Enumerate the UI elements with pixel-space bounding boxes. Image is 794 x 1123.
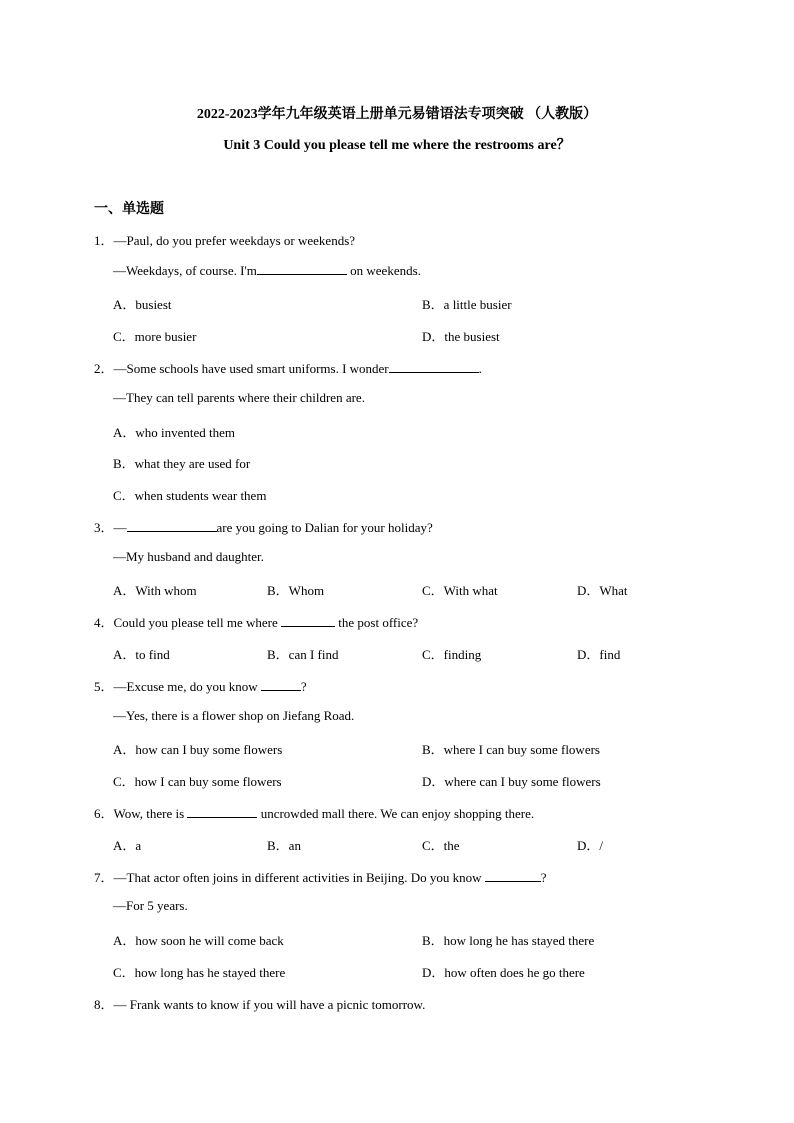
option-c[interactable]: C．finding bbox=[422, 647, 482, 662]
question-text-post: uncrowded mall there. We can enjoy shopping there. bbox=[257, 806, 535, 821]
question-text-pre: —That actor often joins in different activities in Beijing. Do you know bbox=[113, 870, 485, 885]
option-c[interactable]: C．when students wear them bbox=[113, 488, 267, 503]
question-8-stem bbox=[94, 994, 425, 1013]
question-7-stem bbox=[94, 867, 547, 886]
option-a[interactable]: A．to find bbox=[113, 647, 170, 662]
question-3-stem bbox=[94, 517, 433, 536]
option-d[interactable]: D．find bbox=[577, 647, 621, 662]
option-b[interactable]: B．Whom bbox=[267, 583, 325, 598]
option-a[interactable]: A．who invented them bbox=[113, 425, 236, 440]
question-number: 1． bbox=[94, 233, 114, 248]
option-c[interactable]: C．the bbox=[422, 838, 460, 853]
option-b[interactable]: B．what they are used for bbox=[113, 456, 251, 471]
question-number: 7． bbox=[94, 870, 114, 885]
question-text-pre: Could you please tell me where bbox=[113, 615, 282, 630]
question-text-pre: Wow, there is bbox=[113, 806, 188, 821]
question-text-post: ? bbox=[540, 870, 547, 885]
question-number: 6． bbox=[94, 806, 114, 821]
option-b[interactable]: B．can I find bbox=[267, 647, 339, 662]
question-1-stem bbox=[94, 230, 355, 249]
question-3-answer-line: —My husband and daughter. bbox=[113, 549, 264, 564]
question-text-post: the post office? bbox=[335, 615, 419, 630]
question-1-answer-line bbox=[113, 262, 421, 279]
option-d[interactable]: D．What bbox=[577, 583, 628, 598]
option-c[interactable]: C．With what bbox=[422, 583, 498, 598]
answer-text-pre: —Weekdays, of course. I'm bbox=[113, 263, 257, 278]
question-text: — Frank wants to know if you will have a picnic tomorrow. bbox=[113, 997, 426, 1012]
answer-text-post: on weekends. bbox=[346, 263, 421, 278]
question-text-post: are you going to Dalian for your holiday? bbox=[216, 520, 433, 535]
option-a[interactable]: A．how can I buy some flowers bbox=[113, 742, 283, 757]
question-number: 3． bbox=[94, 520, 114, 535]
option-a[interactable]: A．With whom bbox=[113, 583, 197, 598]
option-a[interactable]: A．how soon he will come back bbox=[113, 933, 284, 948]
question-text-pre: —Some schools have used smart uniforms. I wonder bbox=[113, 361, 389, 376]
question-number: 2． bbox=[94, 361, 114, 376]
answer-blank bbox=[257, 262, 347, 275]
page-title: 2022-2023学年九年级英语上册单元易错语法专项突破 （人教版） bbox=[196, 107, 598, 122]
option-b[interactable]: B．an bbox=[267, 838, 301, 853]
question-number: 4． bbox=[94, 615, 114, 630]
question-2-answer-line: —They can tell parents where their children are. bbox=[113, 390, 365, 405]
answer-blank bbox=[389, 360, 479, 373]
question-7-answer-line: —For 5 years. bbox=[113, 898, 188, 913]
question-text: —Paul, do you prefer weekdays or weekends? bbox=[113, 233, 356, 248]
question-2-stem bbox=[94, 358, 482, 377]
option-d[interactable]: D．how often does he go there bbox=[422, 965, 585, 980]
answer-blank bbox=[187, 805, 257, 818]
page-subtitle: Unit 3 Could you please tell me where the restrooms are？ bbox=[223, 138, 571, 153]
question-5-stem bbox=[94, 676, 307, 695]
answer-blank bbox=[127, 519, 217, 532]
option-b[interactable]: B．where I can buy some flowers bbox=[422, 742, 600, 757]
answer-blank bbox=[261, 678, 301, 691]
question-number: 5． bbox=[94, 679, 114, 694]
question-text-post: ? bbox=[300, 679, 307, 694]
option-d[interactable]: D．the busiest bbox=[422, 329, 500, 344]
question-text-post: . bbox=[478, 361, 482, 376]
option-d[interactable]: D．/ bbox=[577, 838, 604, 853]
option-b[interactable]: B．how long he has stayed there bbox=[422, 933, 595, 948]
question-text-pre: —Excuse me, do you know bbox=[113, 679, 261, 694]
option-a[interactable]: A．busiest bbox=[113, 297, 172, 312]
option-d[interactable]: D．where can I buy some flowers bbox=[422, 774, 601, 789]
section-title: 一、单选题 bbox=[94, 202, 164, 217]
question-6-stem bbox=[94, 803, 534, 822]
option-c[interactable]: C．how I can buy some flowers bbox=[113, 774, 282, 789]
question-4-stem bbox=[94, 612, 418, 631]
answer-blank bbox=[485, 869, 541, 882]
question-5-answer-line: —Yes, there is a flower shop on Jiefang Road. bbox=[113, 708, 355, 723]
option-a[interactable]: A．a bbox=[113, 838, 142, 853]
question-number: 8． bbox=[94, 997, 114, 1012]
question-text-pre: — bbox=[113, 520, 127, 535]
option-c[interactable]: C．how long has he stayed there bbox=[113, 965, 286, 980]
option-c[interactable]: C．more busier bbox=[113, 329, 197, 344]
option-b[interactable]: B．a little busier bbox=[422, 297, 512, 312]
answer-blank bbox=[281, 614, 335, 627]
